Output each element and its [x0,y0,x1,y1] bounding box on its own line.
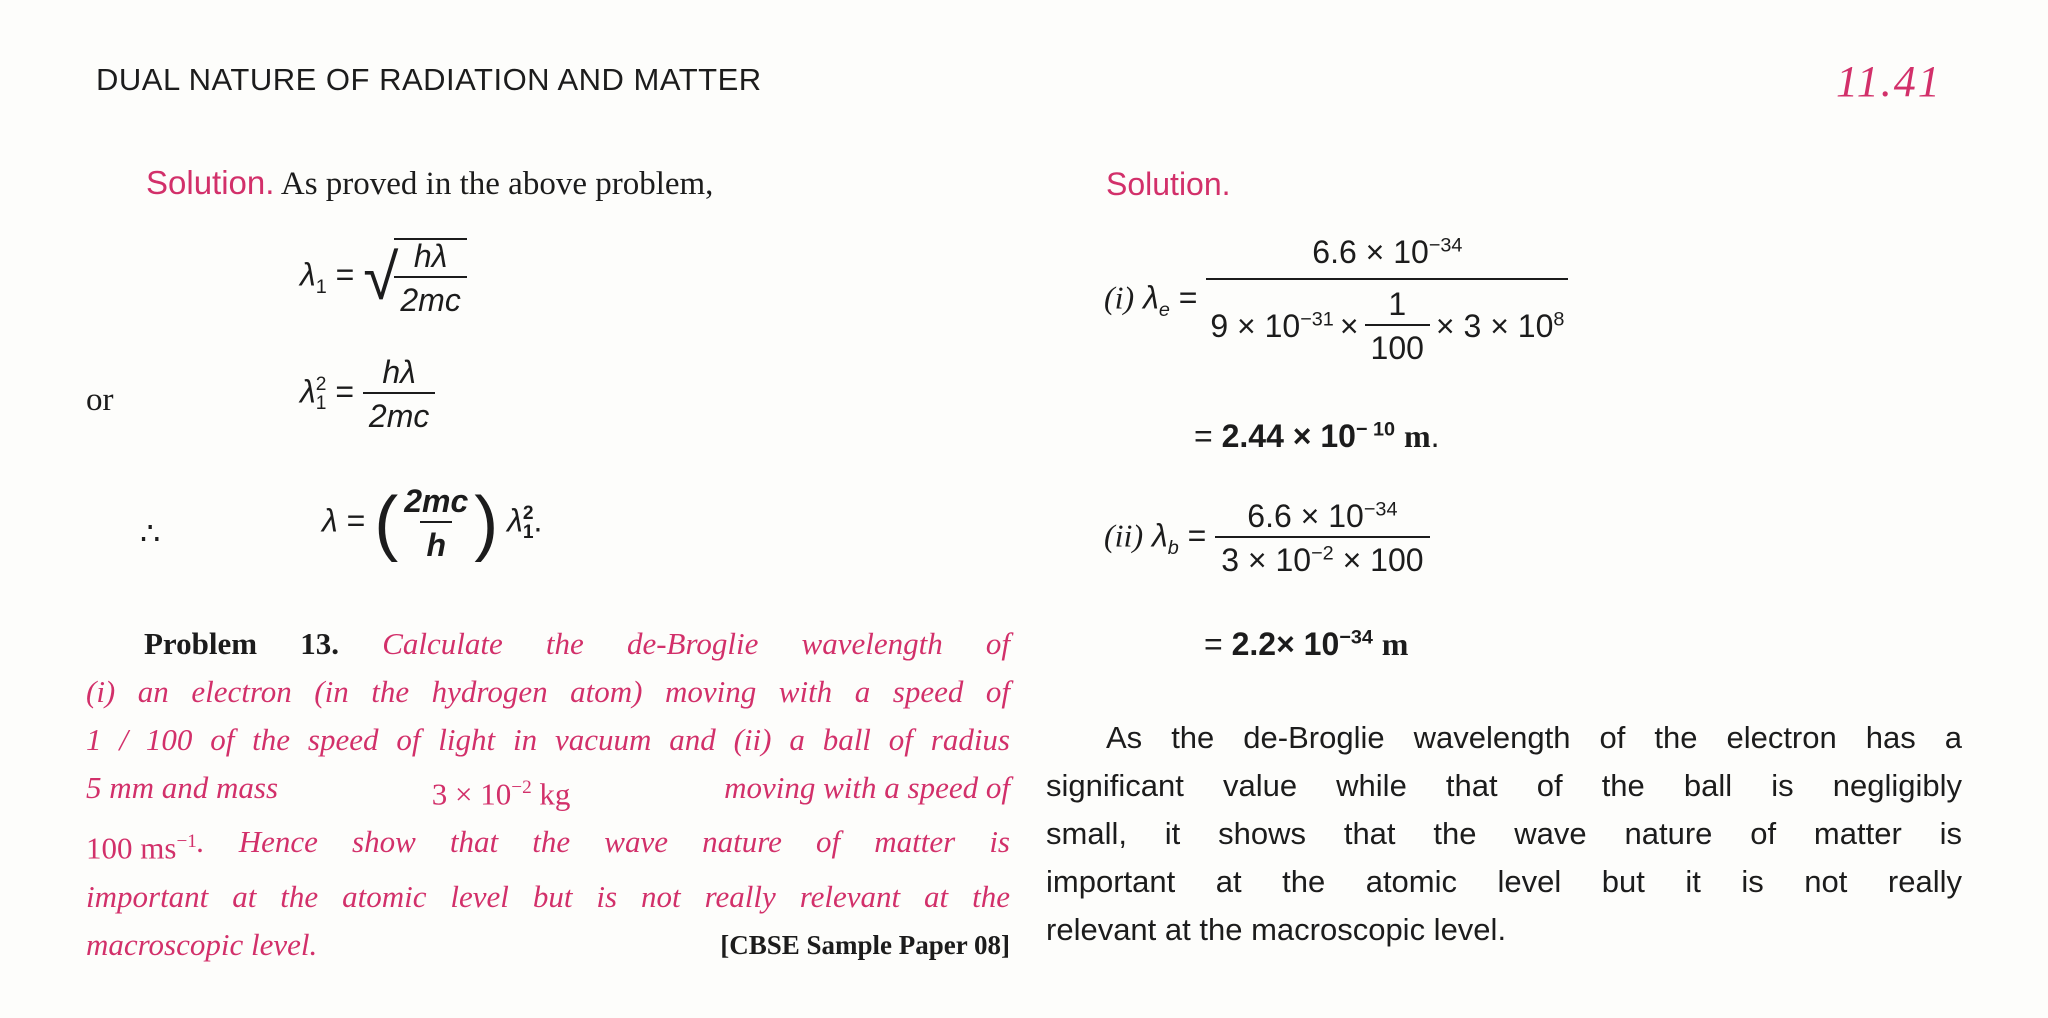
part-i-result-period: . [1430,418,1440,454]
part-i-den-b-exp: 8 [1553,308,1565,331]
problem-label: Problem 13. [144,626,339,661]
part-i-den-a: 9 × 10 [1210,308,1301,344]
part-i-result-unit: m [1403,418,1431,454]
eq3-rhs-sub: 1 [522,522,534,543]
problem-line-5b: . Hence show that the wave nature of matter is [196,824,1010,860]
problem-line-6: important at the atomic level but is not really relevant at the [86,878,1010,914]
part-i-label: (i) [1104,279,1135,316]
eq2-fraction [363,356,435,432]
problem-13 [86,620,1010,969]
part-ii-result-exp: −34 [1339,626,1373,649]
conclusion-line-2: significant value while that of the ball is negligibly [1046,768,1962,803]
equation-part-ii [1104,500,1430,576]
part-i-result-exp: − 10 [1355,418,1396,441]
part-i-lhs-sub: e [1158,298,1170,321]
eq3-open-paren: ( [374,483,399,563]
part-i-result-value: 2.44 [1221,418,1284,454]
part-i-lhs: λ [1143,279,1159,316]
conclusion-line-3: small, it shows that the wave nature of matter is [1046,816,1962,851]
eq1-lhs: λ [300,256,316,293]
eq2-equals: = [335,373,354,410]
part-ii-result-unit: m [1381,626,1409,662]
sqrt-sign: √ [363,241,399,313]
conclusion-paragraph [1046,714,1962,954]
part-ii-result-equals: = [1204,626,1223,662]
part-i-equals: = [1178,279,1198,316]
problem-line-1 [86,620,1010,668]
eq3-denominator: h [420,521,452,561]
part-i-inner-num: 1 [1388,286,1407,322]
problem-speed-value: 100 ms [86,830,177,866]
part-i-den-exp: −31 [1300,308,1334,331]
part-i-result-times: × 10 [1292,418,1356,454]
part-i-inner-den: 100 [1365,324,1430,364]
eq3-rhs-sup: 2 [522,502,534,524]
part-i-den-b: × 3 × 10 [1435,308,1554,344]
problem-line-7 [86,921,1010,969]
result-part-ii [1204,626,1408,663]
problem-line-3: 1 / 100 of the speed of light in vacuum and (ii) a ball of radius [86,722,1010,757]
eq2-numerator: hλ [382,354,416,390]
conclusion-line-4: important at the atomic level but it is not really [1046,864,1962,899]
eq2-lhs-sub: 1 [315,393,327,414]
problem-speed-exp: −1 [176,831,197,853]
eq3-lhs: λ [322,502,338,539]
eq3-equals: = [346,502,366,539]
problem-mass-exp: −2 [511,777,532,798]
eq3-rhs: λ [507,502,523,539]
part-ii-den-exp: −2 [1311,542,1334,565]
problem-mass-value: 3 × 10 [431,776,512,812]
eq2-lhs-sup: 2 [315,373,327,395]
or-label: or [86,382,114,418]
eq3-numerator: 2mc [404,483,469,519]
problem-mass-unit: kg [539,776,571,812]
part-ii-result-times: × 10 [1276,626,1340,662]
eq1-denominator: 2mc [394,276,466,316]
eq3-period: . [533,502,543,539]
part-ii-num-exp: −34 [1363,498,1398,521]
solution-label: Solution. [146,164,275,201]
solution-text: As proved in the above problem, [280,166,714,202]
eq2-lhs: λ [300,373,316,410]
eq1-lhs-sub: 1 [315,275,327,298]
equation-lambda1-squared [300,356,435,432]
part-i-numerator: 6.6 × 10 [1312,234,1429,270]
part-ii-lhs-sub: b [1167,536,1179,559]
problem-line-2: (i) an electron (in the hydrogen atom) moving with a speed of [86,674,1010,709]
eq2-denominator: 2mc [363,392,435,432]
equation-part-i [1104,236,1568,364]
part-ii-lhs: λ [1151,517,1168,554]
part-i-result-equals: = [1194,418,1213,454]
part-i-den-times: × [1339,308,1359,344]
problem-source: [CBSE Sample Paper 08] [720,929,1010,960]
part-i-fraction [1206,236,1568,364]
eq3-fraction [398,485,474,561]
part-ii-numerator: 6.6 × 10 [1247,498,1364,534]
part-ii-den-a: 3 × 10 [1221,542,1312,578]
problem-text-1: Calculate the de-Broglie wavelength of [382,626,1011,661]
equation-lambda1 [300,238,467,316]
problem-line-4a: 5 mm and mass [86,770,279,805]
conclusion-line-5: relevant at the macroscopic level. [1046,912,1507,947]
page-number: 11.41 [1836,57,1942,106]
therefore-symbol: ∴ [140,515,161,551]
part-i-inner-fraction [1365,288,1430,364]
problem-line-7-text: macroscopic level. [86,926,318,962]
eq1-fraction [394,238,466,316]
result-part-i [1194,418,1440,455]
equation-lambda [322,482,542,564]
part-ii-fraction [1215,500,1429,576]
chapter-title: DUAL NATURE OF RADIATION AND MATTER [96,62,762,97]
problem-line-4 [86,764,1010,818]
part-ii-label: (ii) [1104,517,1144,554]
eq1-equals: = [335,256,355,293]
conclusion-line-1: As the de-Broglie wavelength of the electron has a [1106,720,1962,755]
part-ii-den-b: × 100 [1342,542,1424,578]
problem-line-5 [86,818,1010,872]
right-solution-label: Solution. [1106,166,1231,202]
part-ii-result-value: 2.2 [1231,626,1277,662]
eq1-numerator: hλ [413,238,448,274]
left-solution-intro [146,164,713,203]
eq3-close-paren: ) [474,483,499,563]
part-ii-equals: = [1187,517,1207,554]
part-i-num-exp: −34 [1428,234,1463,257]
problem-line-4d: moving with a speed of [724,770,1010,805]
